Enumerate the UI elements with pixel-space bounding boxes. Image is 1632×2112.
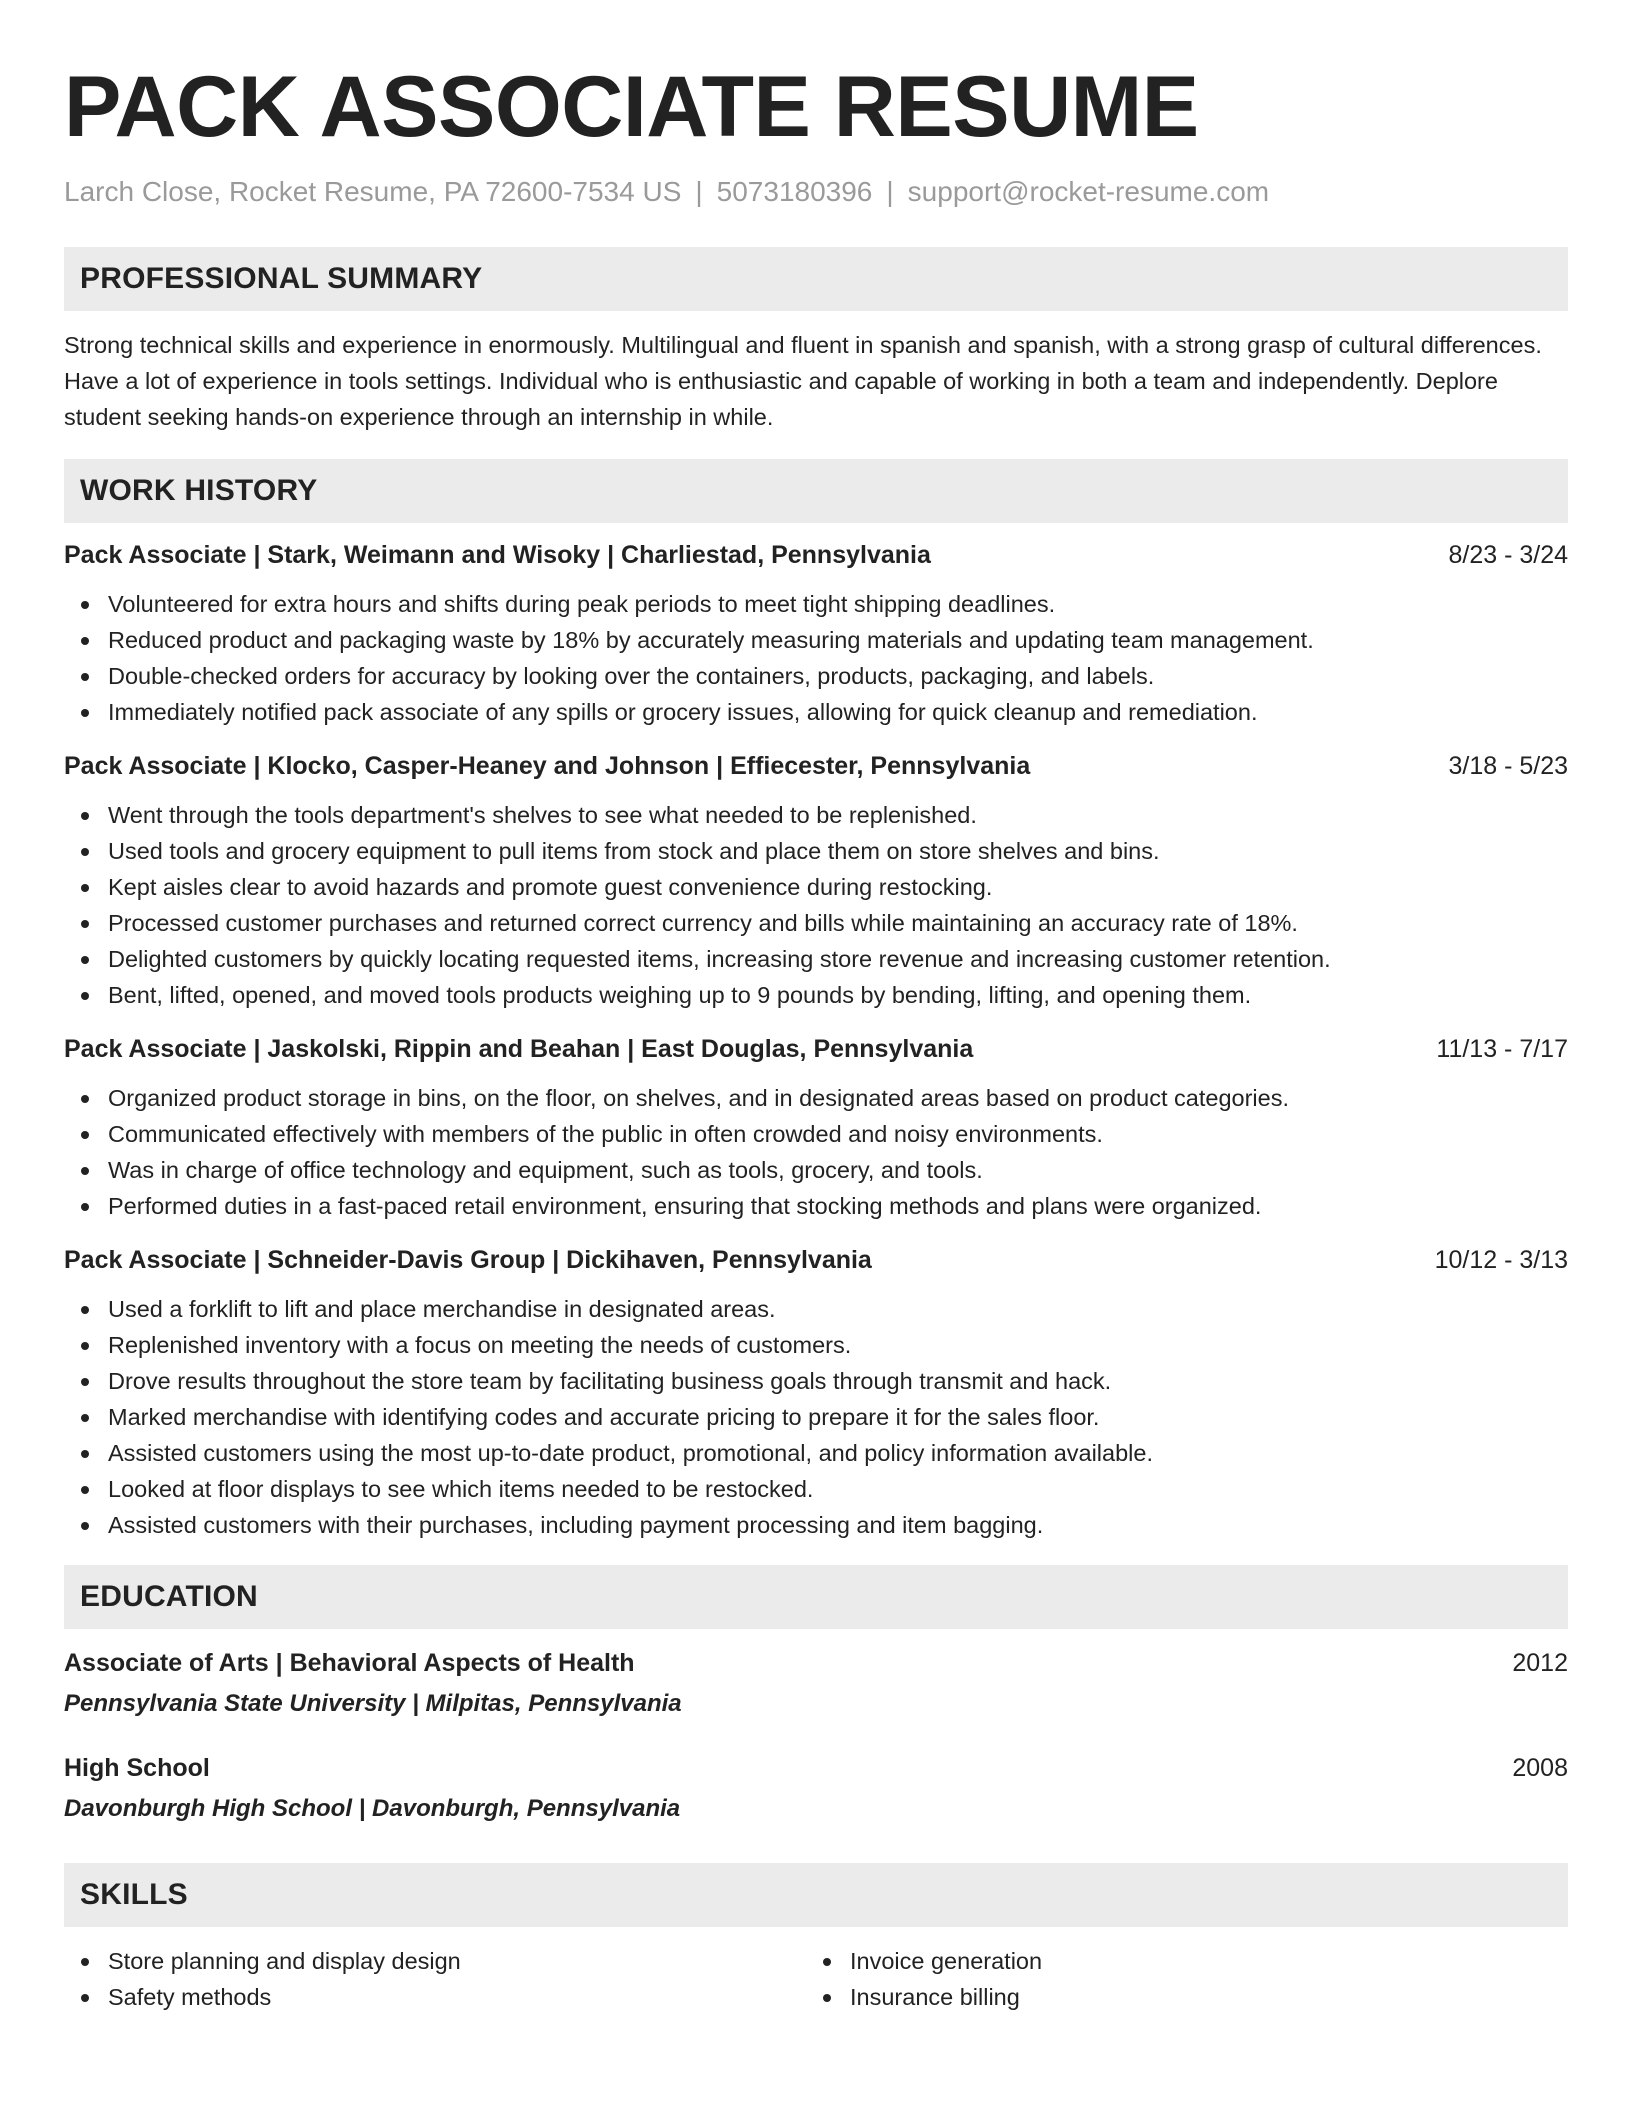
job-title: Pack Associate | Stark, Weimann and Wisoky | Charliestad, Pennsylvania: [64, 541, 931, 569]
job-bullet-list: [64, 797, 1568, 1013]
job-bullet: Immediately notified pack associate of any spills or grocery issues, allowing for quick cleanup and remediation.: [64, 694, 1568, 730]
job-entry: [64, 1246, 1568, 1543]
job-entry: [64, 541, 1568, 730]
job-bullet-list: [64, 1291, 1568, 1543]
job-title: Pack Associate | Klocko, Casper-Heaney and Johnson | Effiecester, Pennsylvania: [64, 752, 1031, 780]
education-entry: [64, 1649, 1568, 1718]
education-degree: High School: [64, 1754, 210, 1782]
job-bullet: Replenished inventory with a focus on meeting the needs of customers.: [64, 1327, 1568, 1363]
job-header: [64, 1246, 1568, 1275]
job-bullet: Went through the tools department's shelves to see what needed to be replenished.: [64, 797, 1568, 833]
job-title: Pack Associate | Schneider-Davis Group | Dickihaven, Pennsylvania: [64, 1246, 872, 1274]
skill-item: Store planning and display design: [64, 1943, 806, 1979]
education-header: [64, 1754, 1568, 1783]
job-dates: 10/12 - 3/13: [1434, 1246, 1568, 1274]
contact-address: Larch Close, Rocket Resume, PA 72600-7534 US: [64, 176, 682, 207]
job-bullet: Marked merchandise with identifying codes and accurate pricing to prepare it for the sales floor.: [64, 1399, 1568, 1435]
contact-separator: |: [886, 176, 894, 207]
job-dates: 3/18 - 5/23: [1448, 752, 1568, 780]
skills-list-right: [806, 1943, 1548, 2015]
job-bullet: Delighted customers by quickly locating requested items, increasing store revenue and increasing customer retention.: [64, 941, 1568, 977]
skill-item: Invoice generation: [806, 1943, 1548, 1979]
summary-text: Strong technical skills and experience in enormously. Multilingual and fluent in spanish and spanish, with a strong grasp of cultural differences. Have a lot of experience in tools settings. Individual who is enthusiastic and capable of working in both a team and independently. Deplore student seeking hands-on experience through an internship in while.: [64, 332, 1542, 430]
skills-columns: [64, 1943, 1568, 2015]
job-bullet: Volunteered for extra hours and shifts during peak periods to meet tight shipping deadlines.: [64, 586, 1568, 622]
education-degree: Associate of Arts | Behavioral Aspects of Health: [64, 1649, 635, 1677]
section-heading-education: EDUCATION: [64, 1565, 1568, 1629]
education-school: Davonburgh High School | Davonburgh, Pennsylvania: [64, 1795, 681, 1822]
job-entry: [64, 1035, 1568, 1224]
job-header: [64, 1035, 1568, 1064]
job-bullet: Assisted customers using the most up-to-date product, promotional, and policy information available.: [64, 1435, 1568, 1471]
section-heading-summary: PROFESSIONAL SUMMARY: [64, 247, 1568, 311]
job-bullet: Reduced product and packaging waste by 18% by accurately measuring materials and updating team management.: [64, 622, 1568, 658]
job-title: Pack Associate | Jaskolski, Rippin and Beahan | East Douglas, Pennsylvania: [64, 1035, 974, 1063]
education-header: [64, 1649, 1568, 1678]
job-bullet: Organized product storage in bins, on the floor, on shelves, and in designated areas based on product categories.: [64, 1080, 1568, 1116]
job-bullet: Was in charge of office technology and equipment, such as tools, grocery, and tools.: [64, 1152, 1568, 1188]
section-heading-skills: SKILLS: [64, 1863, 1568, 1927]
job-bullet: Used tools and grocery equipment to pull items from stock and place them on store shelves and bins.: [64, 833, 1568, 869]
contact-email: support@rocket-resume.com: [907, 176, 1270, 207]
education-year: 2008: [1512, 1754, 1568, 1782]
contact-separator: |: [695, 176, 703, 207]
skills-list-left: [64, 1943, 806, 2015]
job-bullet: Bent, lifted, opened, and moved tools products weighing up to 9 pounds by bending, lifting, and opening them.: [64, 977, 1568, 1013]
job-entry: [64, 752, 1568, 1013]
job-bullet: Assisted customers with their purchases, including payment processing and item bagging.: [64, 1507, 1568, 1543]
job-bullet: Used a forklift to lift and place merchandise in designated areas.: [64, 1291, 1568, 1327]
job-bullet: Kept aisles clear to avoid hazards and promote guest convenience during restocking.: [64, 869, 1568, 905]
job-bullet: Communicated effectively with members of the public in often crowded and noisy environments.: [64, 1116, 1568, 1152]
resume-title: PACK ASSOCIATE RESUME: [64, 59, 1199, 155]
job-bullet-list: [64, 586, 1568, 730]
job-bullet: Processed customer purchases and returned correct currency and bills while maintaining an accuracy rate of 18%.: [64, 905, 1568, 941]
skill-item: Safety methods: [64, 1979, 806, 2015]
education-year: 2012: [1512, 1649, 1568, 1677]
contact-phone: 5073180396: [716, 176, 873, 207]
section-heading-work-history: WORK HISTORY: [64, 459, 1568, 523]
job-bullet: Looked at floor displays to see which items needed to be restocked.: [64, 1471, 1568, 1507]
job-bullet-list: [64, 1080, 1568, 1224]
job-dates: 8/23 - 3/24: [1448, 541, 1568, 569]
job-bullet: Drove results throughout the store team by facilitating business goals through transmit and hack.: [64, 1363, 1568, 1399]
job-header: [64, 541, 1568, 570]
contact-line: [64, 178, 1568, 206]
skill-item: Insurance billing: [806, 1979, 1548, 2015]
job-header: [64, 752, 1568, 781]
education-school: Pennsylvania State University | Milpitas, Pennsylvania: [64, 1690, 682, 1717]
job-bullet: Performed duties in a fast-paced retail environment, ensuring that stocking methods and plans were organized.: [64, 1188, 1568, 1224]
education-entry: [64, 1754, 1568, 1823]
job-dates: 11/13 - 7/17: [1436, 1035, 1568, 1063]
job-bullet: Double-checked orders for accuracy by looking over the containers, products, packaging, and labels.: [64, 658, 1568, 694]
